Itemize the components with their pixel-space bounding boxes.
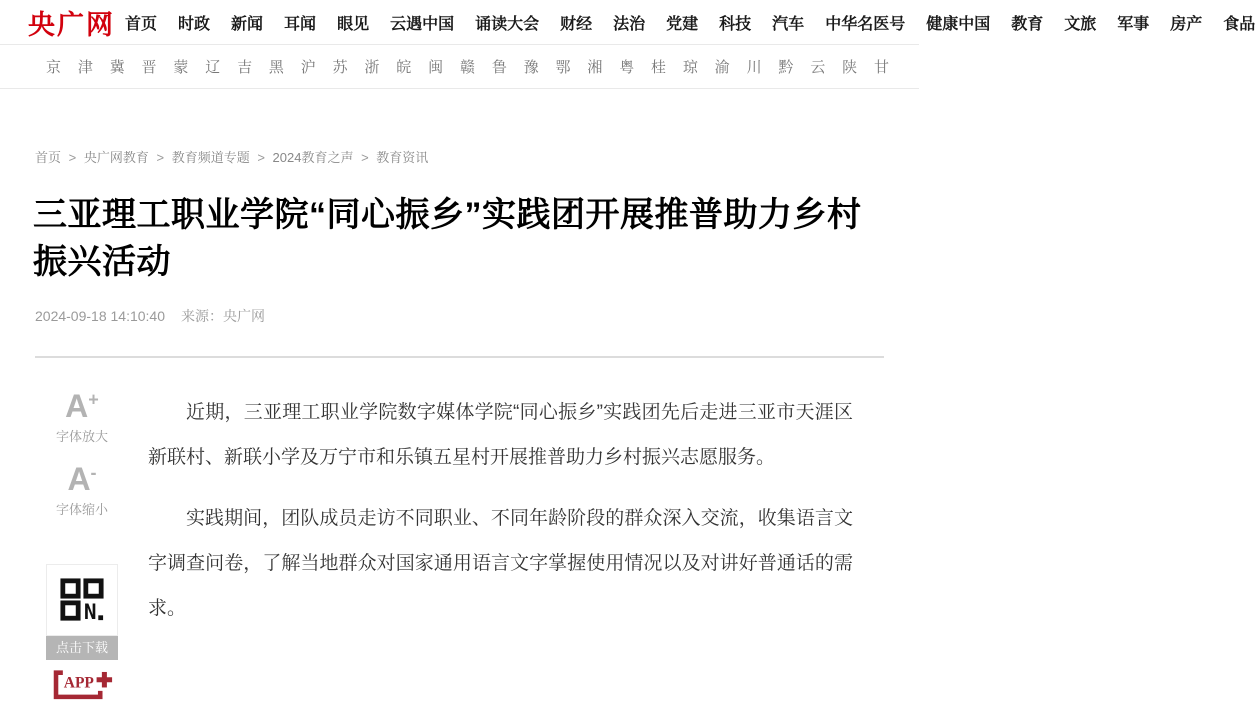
svg-text:APP: APP [63, 674, 94, 692]
nav-item[interactable]: 文旅 [1064, 15, 1097, 33]
nav-item[interactable]: 科技 [719, 15, 752, 33]
nav-item[interactable]: 首页 [125, 15, 158, 33]
source-name: 央广网 [223, 307, 265, 324]
font-enlarge-icon: A+ [65, 387, 99, 424]
breadcrumb [35, 147, 919, 166]
region-nav-item[interactable]: 赣 [459, 59, 475, 76]
region-nav-item[interactable]: 川 [746, 59, 762, 76]
nav-item[interactable]: 眼见 [337, 15, 370, 33]
region-nav-item[interactable]: 闽 [428, 59, 444, 76]
nav-item[interactable]: 时政 [178, 15, 211, 33]
region-nav-item[interactable]: 黔 [778, 59, 794, 76]
article-meta [35, 306, 919, 326]
article-tools-sidebar [0, 387, 148, 707]
region-nav-item[interactable]: 皖 [396, 59, 412, 76]
region-nav-item[interactable]: 云 [810, 59, 826, 76]
breadcrumb-link[interactable]: 首页 > [35, 150, 84, 165]
nav-item[interactable]: 食品 [1223, 15, 1255, 33]
font-shrink-button[interactable] [55, 460, 108, 518]
article-paragraph: 近期，三亚理工职业学院数字媒体学院“同心振乡”实践团先后走进三亚市天涯区新联村、新联小学及万宁市和乐镇五星村开展推普助力乡村振兴志愿服务。 [148, 401, 853, 468]
region-nav-item[interactable]: 苏 [332, 59, 348, 76]
region-nav-item[interactable]: 冀 [109, 59, 125, 76]
article-body [148, 390, 919, 707]
nav-item[interactable]: 教育 [1011, 15, 1044, 33]
nav-item[interactable]: 诵读大会 [475, 15, 540, 33]
site-header [0, 0, 1255, 89]
nav-item[interactable]: 汽车 [772, 15, 805, 33]
region-nav [0, 45, 919, 89]
nav-item[interactable]: 军事 [1117, 15, 1150, 33]
nav-item[interactable]: 耳闻 [284, 15, 317, 33]
nav-item[interactable]: 新闻 [231, 15, 264, 33]
top-nav-row [0, 0, 1255, 45]
page-title: 三亚理工职业学院“同心振乡”实践团开展推普助力乡村振兴活动 [33, 196, 862, 281]
cnr-app-logo-icon[interactable] [51, 668, 113, 707]
svg-text:N: N [83, 598, 97, 624]
breadcrumb-link[interactable]: 教育资讯 [376, 150, 429, 165]
font-shrink-icon: A- [67, 460, 97, 497]
region-nav-item[interactable]: 蒙 [173, 59, 189, 76]
region-nav-item[interactable]: 浙 [364, 59, 380, 76]
region-nav-item[interactable]: 吉 [237, 59, 253, 76]
region-nav-item[interactable]: 鄂 [555, 59, 571, 76]
region-nav-item[interactable]: 陕 [842, 59, 858, 76]
region-nav-item[interactable]: 湘 [587, 59, 603, 76]
region-nav-item[interactable]: 沪 [300, 59, 316, 76]
divider [35, 356, 884, 358]
region-nav-item[interactable]: 琼 [682, 59, 698, 76]
region-nav-item[interactable]: 粤 [619, 59, 635, 76]
cnr-logo[interactable]: 央广网 [28, 9, 115, 40]
region-nav-item[interactable]: 甘 [873, 59, 889, 76]
nav-item[interactable]: 法治 [613, 15, 646, 33]
region-nav-item[interactable]: 桂 [651, 59, 667, 76]
qr-caption: 点击下载 [46, 636, 118, 660]
breadcrumb-link[interactable]: 教育频道专题 > [172, 150, 273, 165]
app-download-qr[interactable] [46, 564, 118, 660]
region-nav-item[interactable]: 津 [77, 59, 93, 76]
nav-item[interactable]: 健康中国 [926, 15, 991, 33]
region-nav-item[interactable]: 辽 [205, 59, 221, 76]
publish-time: 2024-09-18 14:10:40 [35, 307, 165, 324]
region-nav-item[interactable]: 豫 [523, 59, 539, 76]
source-label: 来源： [181, 307, 223, 324]
nav-item[interactable]: 房产 [1170, 15, 1203, 33]
content-area [0, 387, 919, 707]
font-enlarge-button[interactable] [55, 387, 108, 445]
nav-item[interactable]: 中华名医号 [825, 15, 906, 33]
region-nav-item[interactable]: 鲁 [491, 59, 507, 76]
nav-item[interactable]: 云遇中国 [390, 15, 455, 33]
region-nav-item[interactable]: 京 [46, 59, 62, 76]
region-nav-item[interactable]: 渝 [714, 59, 730, 76]
region-nav-item[interactable]: 黑 [268, 59, 284, 76]
nav-item[interactable]: 财经 [560, 15, 593, 33]
qr-code-icon [46, 564, 118, 636]
font-shrink-label: 字体缩小 [55, 501, 108, 517]
article-paragraph: 实践期间，团队成员走访不同职业、不同年龄阶段的群众深入交流，收集语言文字调查问卷，了解当地群众对国家通用语言文字掌握使用情况以及对讲好普通话的需求。 [148, 507, 853, 619]
nav-item[interactable]: 党建 [666, 15, 699, 33]
font-enlarge-label: 字体放大 [55, 428, 108, 444]
region-nav-item[interactable]: 晋 [141, 59, 157, 76]
main-nav [125, 11, 1255, 34]
breadcrumb-link[interactable]: 2024教育之声 > [273, 150, 377, 165]
breadcrumb-link[interactable]: 央广网教育 > [84, 150, 172, 165]
